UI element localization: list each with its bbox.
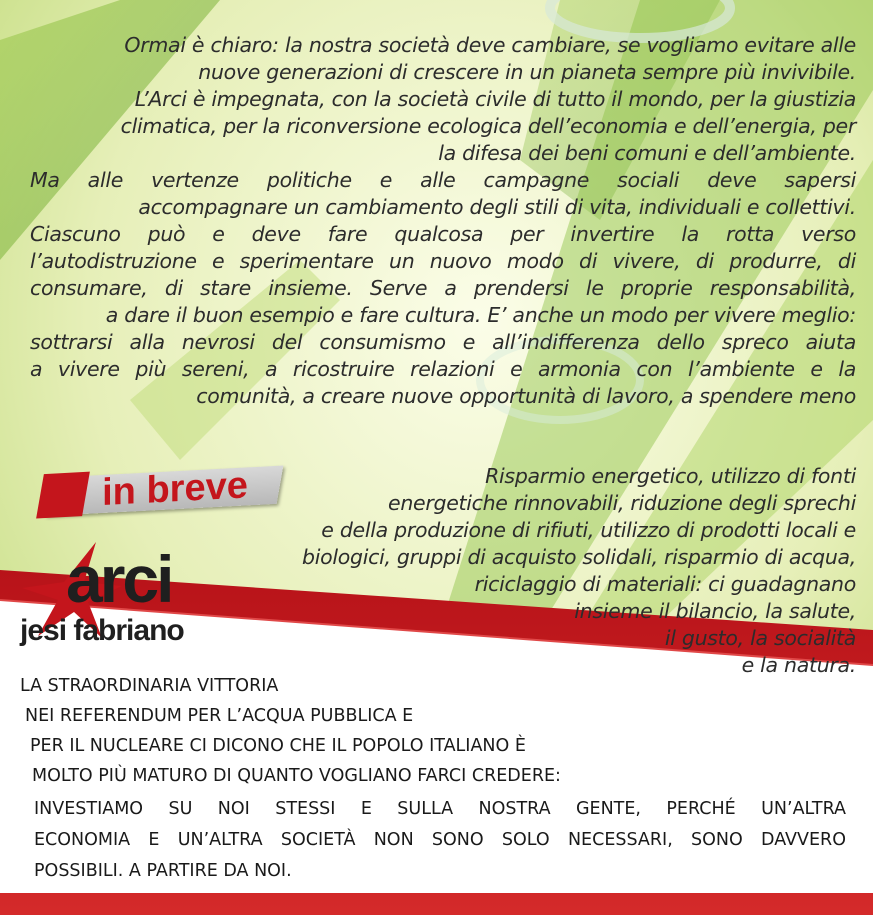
intro-line: sottrarsi alla nevrosi del consumismo e all’indifferenza dello spreco aiuta (30, 330, 856, 354)
summary-line: biologici, gruppi di acquisto solidali, risparmio di acqua, (302, 545, 856, 569)
summary-line: e della produzione di rifiuti, utilizzo di prodotti locali e (321, 518, 856, 542)
intro-line: nuove generazioni di crescere in un pianeta sempre più invivibile. (198, 60, 856, 84)
intro-line: Ormai è chiaro: la nostra società deve cambiare, se vogliamo evitare alle (124, 33, 856, 57)
logo-subtitle: jesi fabriano (20, 614, 184, 647)
logo-wordmark: arci (66, 542, 172, 616)
intro-paragraph (30, 32, 856, 410)
closing-line: PER IL NUCLEARE CI DICONO CHE IL POPOLO ITALIANO È (30, 736, 526, 756)
summary-line: riciclaggio di materiali: ci guadagnano (474, 572, 856, 596)
intro-line: Ma alle vertenze politiche e alle campagne sociali deve sapersi (30, 168, 856, 192)
intro-line: consumare, di stare insieme. Serve a prendersi le proprie responsabilità, (30, 276, 856, 300)
intro-line: Ciascuno può e deve fare qualcosa per invertire la rotta verso (30, 222, 856, 246)
intro-line: climatica, per la riconversione ecologica dell’economia e dell’energia, per (120, 114, 856, 138)
closing-line: LA STRAORDINARIA VITTORIA (20, 676, 279, 696)
summary-paragraph (220, 463, 856, 679)
intro-line: l’autodistruzione e sperimentare un nuovo modo di vivere, di produrre, di (30, 249, 856, 273)
closing-line: NEI REFERENDUM PER L’ACQUA PUBBLICA E (25, 706, 414, 726)
closing-line: INVESTIAMO SU NOI STESSI E SULLA NOSTRA GENTE, PERCHÉ UN’ALTRA (34, 799, 846, 819)
arci-logo (18, 540, 238, 650)
summary-line: e la natura. (741, 653, 856, 677)
intro-line: accompagnare un cambiamento degli stili di vita, individuali e collettivi. (138, 195, 856, 219)
summary-line: energetiche rinnovabili, riduzione degli sprechi (388, 491, 856, 515)
intro-line: a dare il buon esempio e fare cultura. E’ anche un modo per vivere meglio: (105, 303, 856, 327)
intro-line: comunità, a creare nuove opportunità di lavoro, a spendere meno (196, 384, 856, 408)
closing-line: POSSIBILI. A PARTIRE DA NOI. (34, 861, 292, 881)
closing-line: MOLTO PIÙ MATURO DI QUANTO VOGLIANO FARCI CREDERE: (32, 766, 561, 786)
intro-line: a vivere più sereni, a ricostruire relazioni e armonia con l’ambiente e la (30, 357, 856, 381)
intro-line: la difesa dei beni comuni e dell’ambiente. (438, 141, 856, 165)
summary-line: insieme il bilancio, la salute, (574, 599, 856, 623)
summary-line: il gusto, la socialità (664, 626, 856, 650)
closing-line: ECONOMIA E UN’ALTRA SOCIETÀ NON SONO SOLO NECESSARI, SONO DAVVERO (34, 830, 846, 850)
intro-line: L’Arci è impegnata, con la società civile di tutto il mondo, per la giustizia (134, 87, 856, 111)
summary-line: Risparmio energetico, utilizzo di fonti (485, 464, 856, 488)
badge-label: in breve (102, 464, 248, 515)
